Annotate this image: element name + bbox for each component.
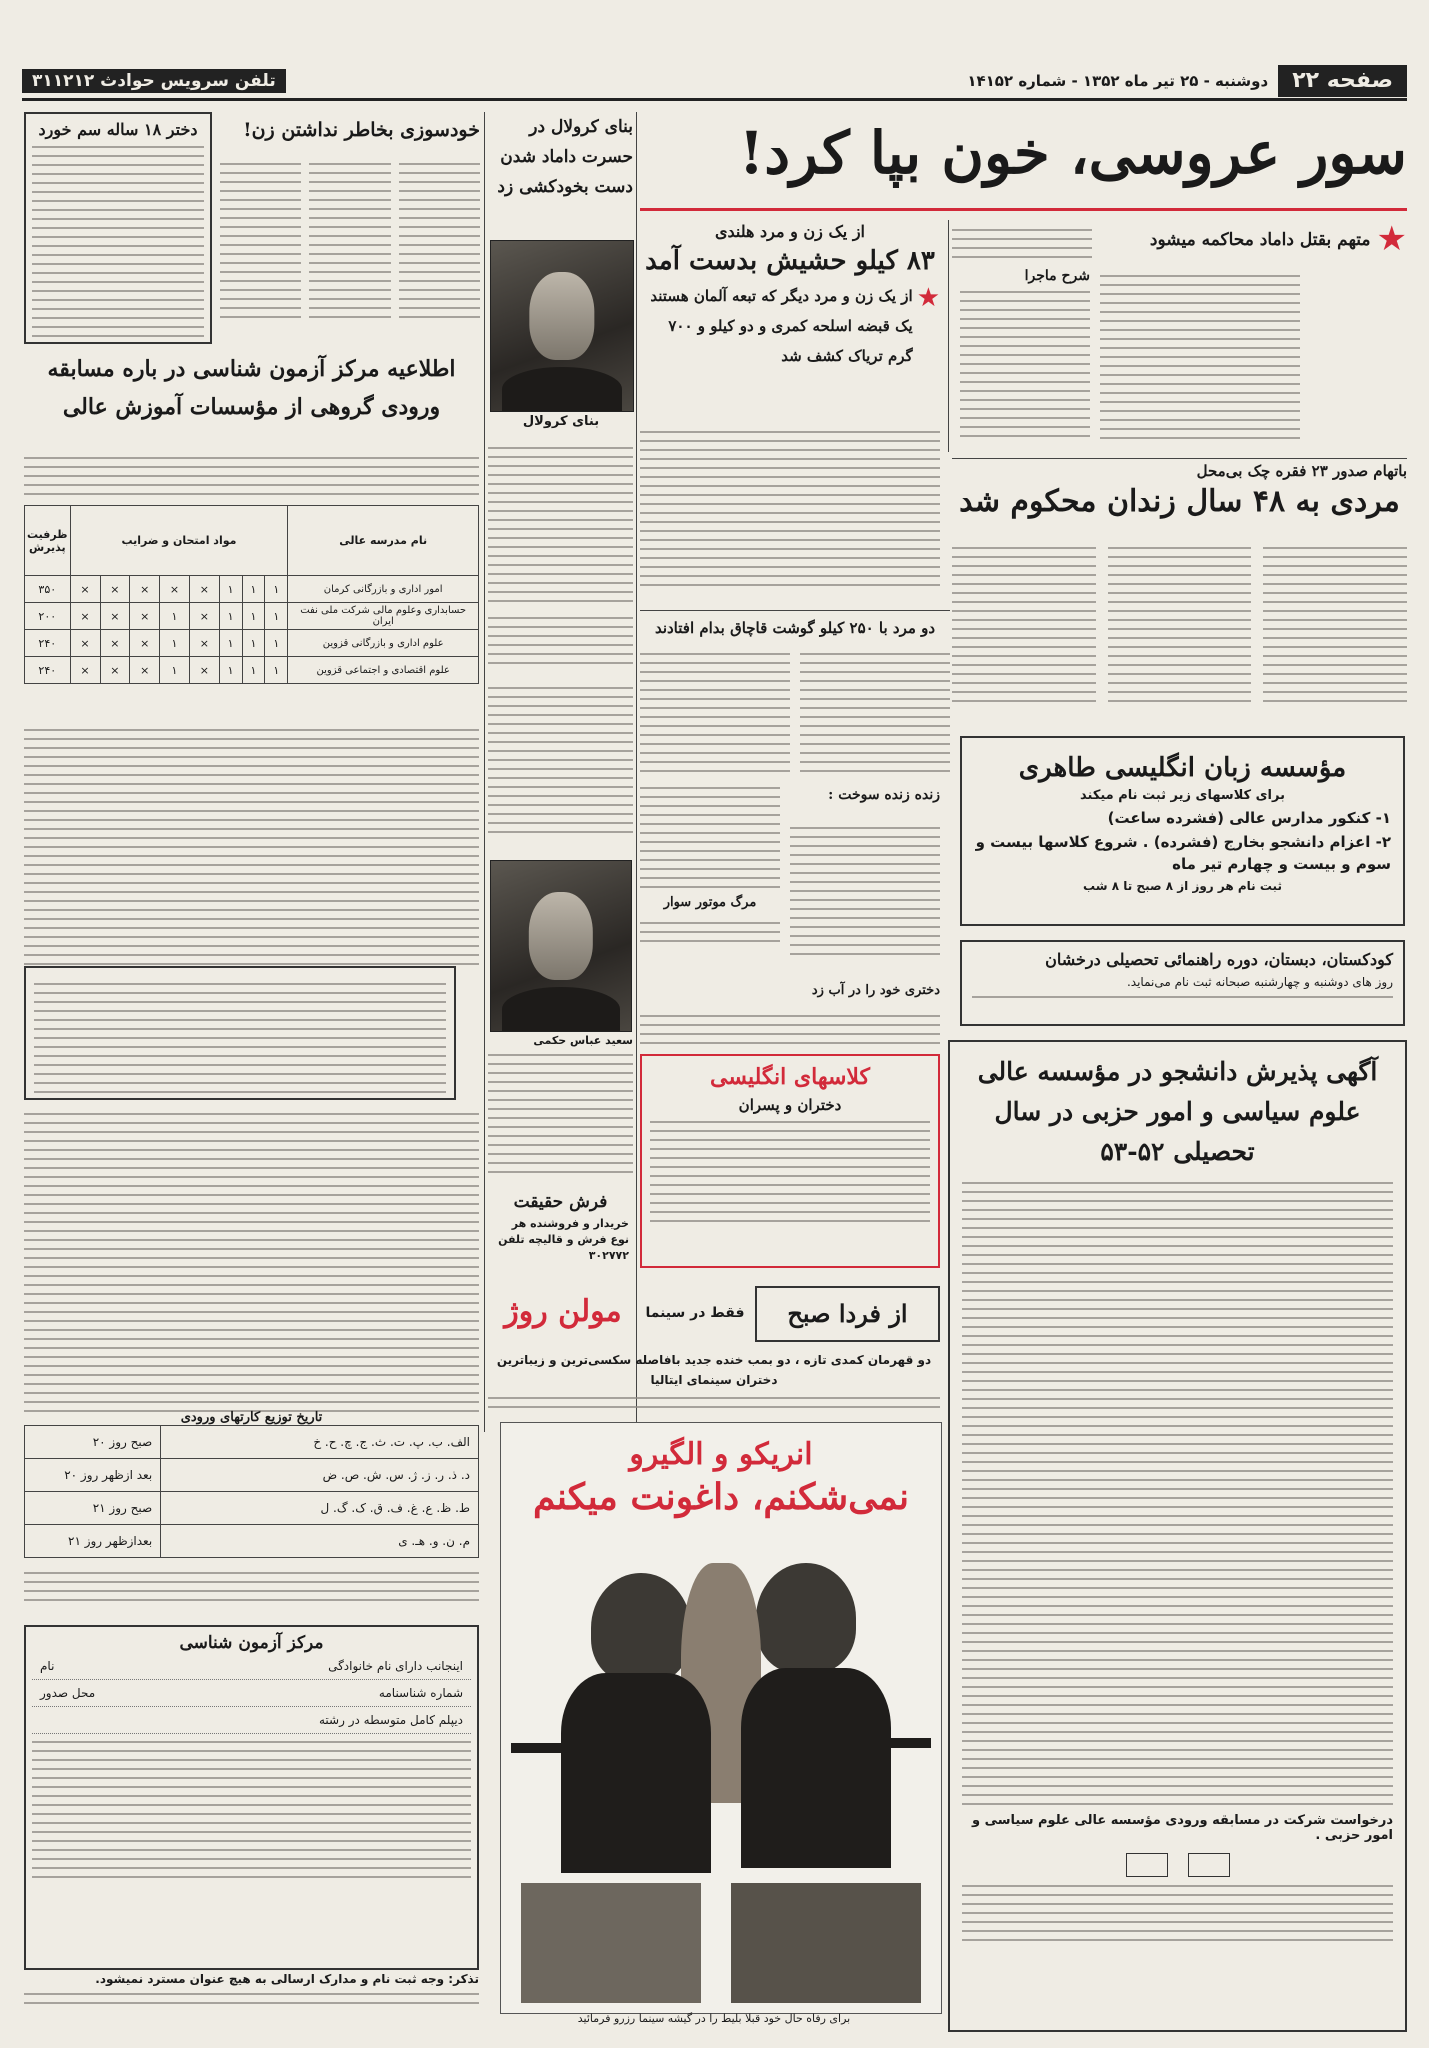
shoulders-shape [502,987,620,1031]
exam-school: علوم اداری و بازرگانی قزوین [288,630,479,657]
trial-intro [952,222,1092,266]
trial-text-col1 [1100,268,1300,448]
column-rule [948,220,949,452]
drugs-kicker: از یک زن و مرد هلندی [714,222,865,241]
groom-headline-block [488,112,633,240]
table-row [25,1492,479,1525]
form-row[interactable] [32,1707,471,1734]
exam-col-capacity: ظرفیت پذیرش [25,506,71,576]
smuggle-title: دو مرد با ۲۵۰ کیلو گوشت قاچاق بدام افتادند [654,619,936,637]
table-row [25,1426,479,1459]
carpet-ad [488,1188,633,1278]
schedule-notes [24,1565,479,1615]
taheri-line3: ۲- اعزام دانشجو بخارج (فشرده) . شروع کلاسها بیست و سوم و بیست و چهارم تیر ماه [975,833,1391,873]
exam-school: امور اداری و بازرگانی کرمان [288,576,479,603]
groom-text [488,440,633,610]
carpet-line: خریدار و فروشنده هر نوع فرش و قالیچه تلفن ۳۰۲۷۷۲ [498,1217,629,1262]
drugs-text [640,424,940,604]
section-rule [640,610,950,611]
exam-notice-title: اطلاعیه مرکز آزمون شناسی در باره مسابقه ورودی گروهی از مؤسسات آموزش عالی [47,356,456,420]
exam-conditions-2 [24,1106,479,1406]
application-form [24,1625,479,1970]
gun-right [851,1738,931,1748]
cinema-footer: برای رفاه حال خود قبلا بلیط را در گیشه سینما رزرو فرمائید [577,2012,851,2025]
form-label: شماره شناسنامه [378,1686,463,1700]
university-ad [948,1040,1407,2032]
taheri-line2: ۱- کنکور مدارس عالی (فشرده ساعت) [1107,809,1391,827]
burned-text [790,820,940,970]
certificate-box [24,966,456,1100]
movie-poster [500,1422,942,2014]
exam-school: حسابداری وعلوم مالی شرکت ملی نفت ایران [288,603,479,630]
drugs-kicker2: از یک زن و مرد دیگر که تبعه آلمان هستند یک قبضه اسلحه کمری و دو کیلو و ۷۰۰ گرم تریاک کشف شد [650,287,913,365]
poster-sub: نمی‌شکنم، داغونت میکنم [532,1476,910,1518]
actor-right-head [756,1563,856,1673]
trial-headline: متهم بقتل داماد محاکمه میشود [1149,230,1371,250]
phone-number: تلفن سرویس حوادث ۳۱۱۲۱۲ [22,69,286,93]
drugs-story [640,222,940,422]
girl-box [24,112,212,344]
form-label: محل صدور [40,1686,96,1700]
cinema-footer-block [488,2012,940,2034]
schedule-letters: ط. ظ. ع. غ. ف. ق. ک. گ. ل [161,1492,479,1525]
groom-photo [490,240,634,412]
taheri-ad [960,736,1405,926]
exam-conditions [24,722,479,960]
exam-notice-head [24,350,479,450]
cinema-only: فقط در سینما [645,1305,745,1321]
check-story-text [952,540,1407,710]
exam-capacity: ۲۴۰ [25,630,71,657]
schedule-block [24,1410,479,1560]
cinema-blurb: دو قهرمان کمدی تازه ، دو بمب خنده جدید بافاصله سکسی‌ترین و زیباترین دختران سینمای ایتالیا [496,1353,932,1387]
form-row[interactable] [32,1653,471,1680]
taheri-line1: برای کلاسهای زیر ثبت نام میکند [1080,788,1285,803]
table-row: علوم اقتصادی و اجتماعی قزوین ۱ ۱ ۱ × ۱ × × × ۲۴۰ [25,657,479,684]
gun-left [511,1743,601,1753]
carpet-title: فرش حقیقت [513,1192,608,1212]
red-rule [640,208,1407,211]
trial-text-col2 [960,268,1090,448]
girl-title: دختر ۱۸ ساله سم خورد [38,120,198,139]
exam-notice-intro [24,450,479,502]
burn-title: خودسوزی بخاطر نداشتن زن! [243,119,480,141]
schedule-time: صبح روز ۲۰ [25,1426,161,1459]
still-right [731,1883,921,2003]
exam-capacity: ۳۵۰ [25,576,71,603]
english-sub: دختران و پسران [738,1096,842,1114]
groom-caption: بنای کرولال [522,414,600,429]
schedule-table [24,1425,479,1558]
scene-title: شرح ماجرا [1024,268,1090,284]
exam-capacity: ۲۰۰ [25,603,71,630]
table-row: علوم اداری و بازرگانی قزوین ۱ ۱ ۱ × ۱ × × × ۲۴۰ [25,630,479,657]
kindergarten-ad [960,940,1405,1026]
motor-title: مرگ موتور سوار [640,890,780,916]
english-ad [640,1054,940,1268]
form-row[interactable] [32,1680,471,1707]
robbery-text [488,610,633,670]
schedule-letters: م. ن. و. هـ. ی [161,1525,479,1558]
schedule-time: صبح روز ۲۱ [25,1492,161,1525]
form-label: اینجانب دارای نام خانوادگی [328,1659,463,1673]
schedule-time: بعد ازظهر روز ۲۰ [25,1459,161,1492]
schedule-time: بعدازظهر روز ۲۱ [25,1525,161,1558]
exam-col-school: نام مدرسه عالی [288,506,479,576]
issue-date: دوشنبه - ۲۵ تیر ماه ۱۳۵۲ - شماره ۱۴۱۵۲ [967,72,1269,90]
young-caption-block [488,1034,633,1184]
kindergarten-line: روز های دوشنبه و چهارشنبه صبحانه ثبت نام می‌نماید. [1126,975,1393,989]
poster-title: انریکو و الگیرو [629,1437,813,1472]
taheri-line4: ثبت نام هر روز از ۸ صبح تا ۸ شب [1083,879,1282,893]
drowned-title: دختری خود را در آب زد [811,983,940,998]
section-rule [952,458,1407,459]
masthead [22,64,1407,101]
form-footer-block [24,1972,479,2028]
table-row: حسابداری وعلوم مالی شرکت ملی نفت ایران ۱ ۱ ۱ × ۱ × × × ۲۰۰ [25,603,479,630]
check-kicker: باتهام صدور ۲۳ فقره چک بی‌محل [1196,462,1407,480]
university-title: آگهی پذیرش دانشجو در مؤسسه عالی علوم سیاسی و امور حزبی در سال تحصیلی ۵۲-۵۳ [977,1057,1378,1166]
burn-text [220,156,480,336]
young-caption: سعید عباس حکمی [533,1034,633,1047]
form-title: مرکز آزمون شناسی [179,1633,324,1653]
trial-headline-block [1100,219,1407,262]
checkbox-bachelor[interactable] [1188,1853,1230,1877]
actor-left-head [591,1573,691,1683]
motor-head [640,890,780,920]
cinema-name: مولن روژ [504,1294,622,1329]
side-text [640,780,780,970]
smuggle-text [640,646,950,776]
drowned-text [640,1008,940,1052]
drowned-head [790,978,940,1008]
burned-title: زنده زنده سوخت : [828,787,940,803]
table-row [25,1459,479,1492]
form-label: دیپلم کامل متوسطه در رشته [318,1713,463,1727]
shoulders-shape [502,367,621,411]
star-icon: ★ [916,283,940,313]
english-title: کلاسهای انگلیسی [709,1064,871,1090]
check-title: مردی به ۴۸ سال زندان محکوم شد [959,484,1400,519]
exam-capacity: ۲۴۰ [25,657,71,684]
page-number: صفحه ۲۲ [1278,65,1407,97]
schedule-letters: د. ذ. ر. ز. ژ. س. ش. ص. ض [161,1459,479,1492]
table-row [25,1525,479,1558]
face-shape [529,272,594,360]
actor-left-body [561,1673,711,1873]
masthead-right [967,65,1407,97]
young-photo [490,860,632,1032]
exam-school: علوم اقتصادی و اجتماعی قزوین [288,657,479,684]
face-shape [529,892,593,980]
exam-col-subjects: مواد امتحان و ضرایب [70,506,288,576]
cinema-name-block [488,1286,638,1342]
main-headline-block [640,110,1407,200]
schedule-letters: الف. ب. پ. ت. ث. ج. چ. ح. خ [161,1426,479,1459]
kindergarten-title: کودکستان، دبستان، دوره راهنمائی تحصیلی درخشان [1045,950,1393,969]
form-footer: تذکر: وجه ثبت نام و مدارک ارسالی به هیچ عنوان مسترد نمیشود. [95,1972,479,1986]
star-icon: ★ [1376,219,1407,259]
drugs-title: ۸۳ کیلو حشیش بدست آمد [645,246,935,276]
schedule-title: تاریخ توزیع کارتهای ورودی [180,1410,323,1425]
still-left [521,1883,701,2003]
cinema-only-block [640,1290,750,1340]
form-label: نام [40,1659,55,1673]
taheri-title: مؤسسه زبان انگلیسی طاهری [1018,753,1347,783]
burned-head [790,780,940,820]
column-rule [484,112,485,1432]
center-text [488,680,633,850]
smuggle-head [640,614,950,644]
cinema-soon-box [755,1286,940,1342]
main-headline: سور عروسی، خون بپا کرد! [738,119,1407,187]
checkbox-master[interactable] [1126,1853,1168,1877]
exam-table [24,505,479,715]
cinema-soon: از فردا صبح [787,1299,908,1328]
exam-table-grid [24,505,479,684]
cinema-blurb-block [488,1350,940,1420]
table-row: امور اداری و بازرگانی کرمان ۱ ۱ ۱ × × × × × ۳۵۰ [25,576,479,603]
actor-right-body [741,1668,891,1868]
groom-title: بنای کرولال در حسرت داماد شدن دست بخودکشی زد [497,117,633,197]
check-story-head [952,462,1407,542]
university-footer: درخواست شرکت در مسابقه ورودی مؤسسه عالی علوم سیاسی و امور حزبی . [971,1813,1393,1843]
burn-headline-block [220,112,480,152]
